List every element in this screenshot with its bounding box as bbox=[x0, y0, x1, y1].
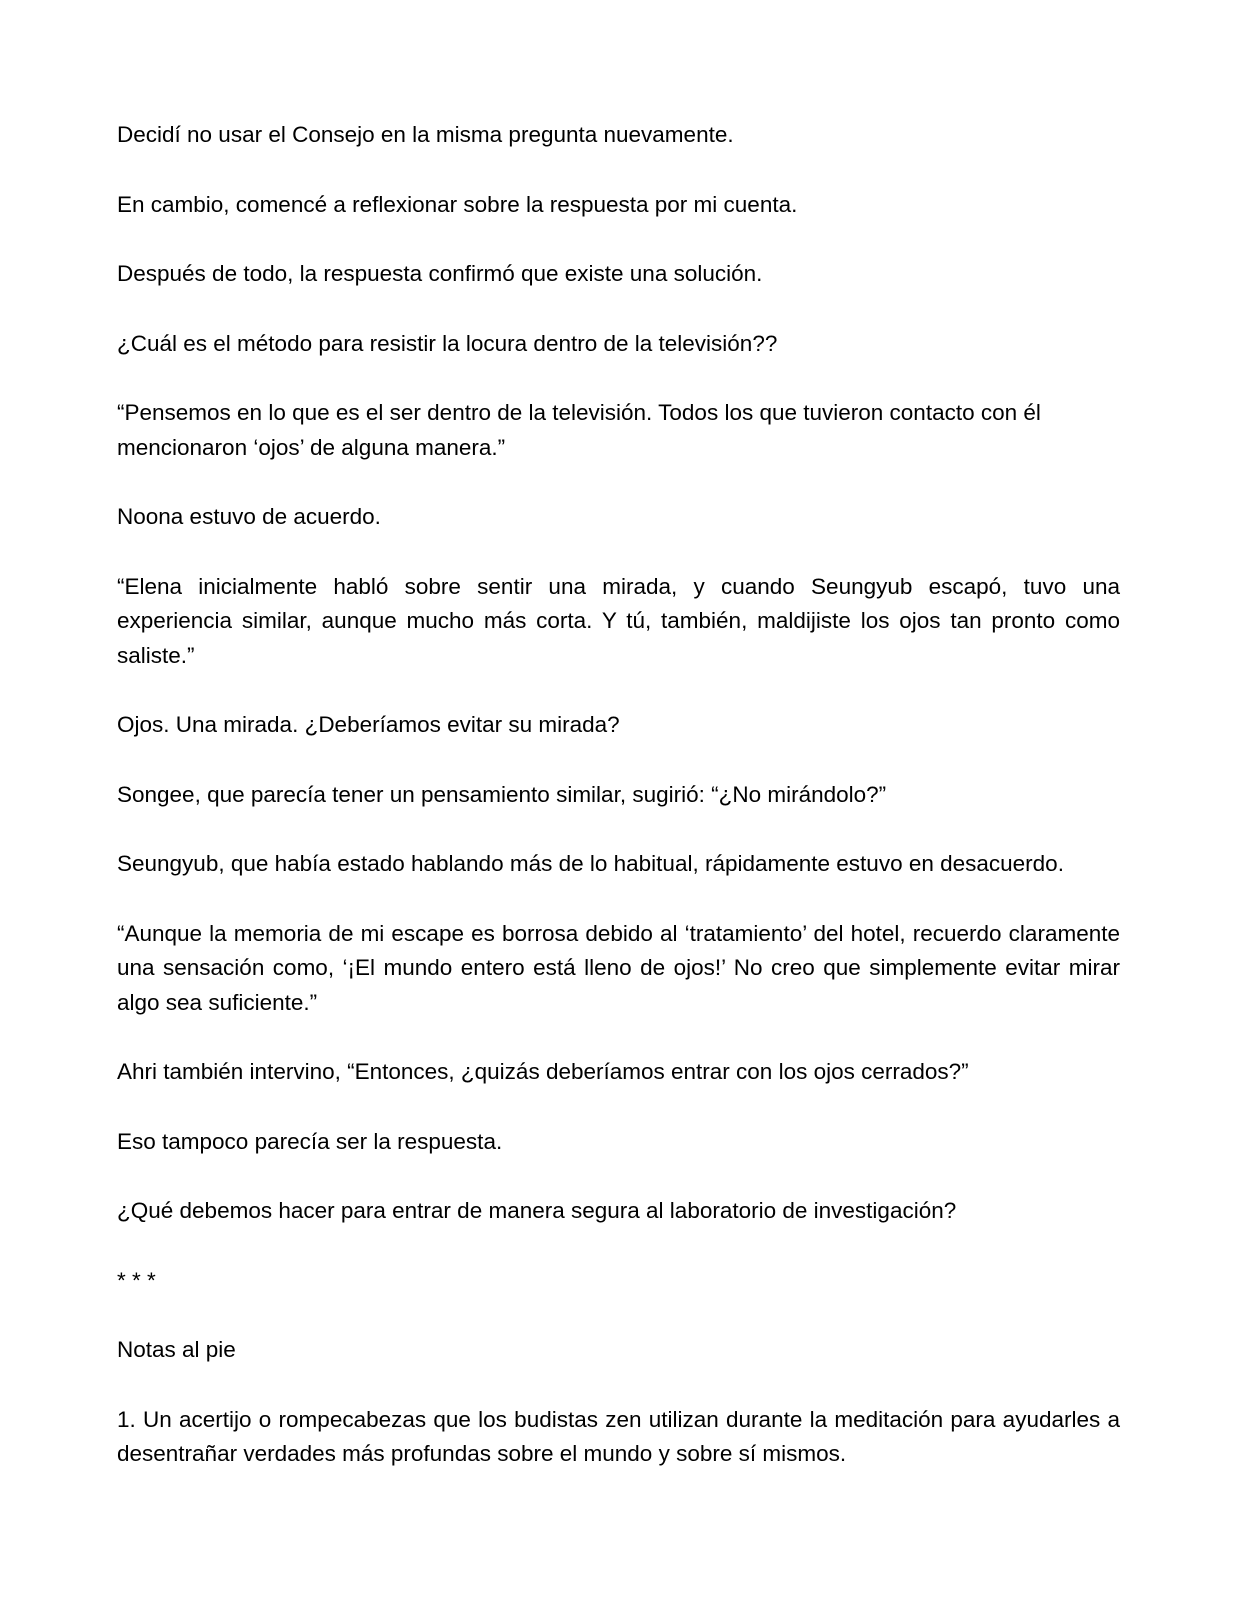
paragraph-10: Seungyub, que había estado hablando más de lo habitual, rápidamente estuvo en desacuerdo. bbox=[117, 851, 1064, 876]
paragraph-13: Eso tampoco parecía ser la respuesta. bbox=[117, 1128, 503, 1154]
footnote-1: 1. Un acertijo o rompecabezas que los budistas zen utilizan durante la meditación para ayudarles a desentrañar verdades más profundas sobre el mundo y sobre sí mismos. bbox=[117, 1406, 1120, 1466]
paragraph-8: Ojos. Una mirada. ¿Deberíamos evitar su mirada? bbox=[117, 712, 620, 737]
paragraph-3: Después de todo, la respuesta confirmó que existe una solución. bbox=[117, 261, 763, 286]
document-body bbox=[117, 118, 1120, 1472]
section-break: * * * bbox=[117, 1267, 156, 1293]
paragraph-1: Decidí no usar el Consejo en la misma pregunta nuevamente. bbox=[117, 122, 734, 147]
paragraph-7: “Elena inicialmente habló sobre sentir una mirada, y cuando Seungyub escapó, tuvo una experiencia similar, aunque mucho más corta. Y tú, también, maldijiste los ojos tan pronto como saliste.” bbox=[117, 573, 1120, 668]
paragraph-14: ¿Qué debemos hacer para entrar de manera segura al laboratorio de investigación? bbox=[117, 1198, 957, 1223]
paragraph-11: “Aunque la memoria de mi escape es borrosa debido al ‘tratamiento’ del hotel, recuerdo claramente una sensación como, ‘¡El mundo entero está lleno de ojos!’ No creo que simplemente evitar mirar algo sea suficiente.” bbox=[117, 920, 1120, 1015]
paragraph-2: En cambio, comencé a reflexionar sobre la respuesta por mi cuenta. bbox=[117, 191, 798, 217]
paragraph-12: Ahri también intervino, “Entonces, ¿quizás deberíamos entrar con los ojos cerrados?” bbox=[117, 1059, 969, 1084]
paragraph-5: “Pensemos en lo que es el ser dentro de la televisión. Todos los que tuvieron contacto con él mencionaron ‘ojos’ de alguna manera.” bbox=[117, 400, 1041, 460]
footnotes-heading: Notas al pie bbox=[117, 1337, 236, 1362]
paragraph-4: ¿Cuál es el método para resistir la locura dentro de la televisión?? bbox=[117, 330, 778, 356]
paragraph-6: Noona estuvo de acuerdo. bbox=[117, 504, 381, 529]
paragraph-9: Songee, que parecía tener un pensamiento similar, sugirió: “¿No mirándolo?” bbox=[117, 781, 887, 807]
